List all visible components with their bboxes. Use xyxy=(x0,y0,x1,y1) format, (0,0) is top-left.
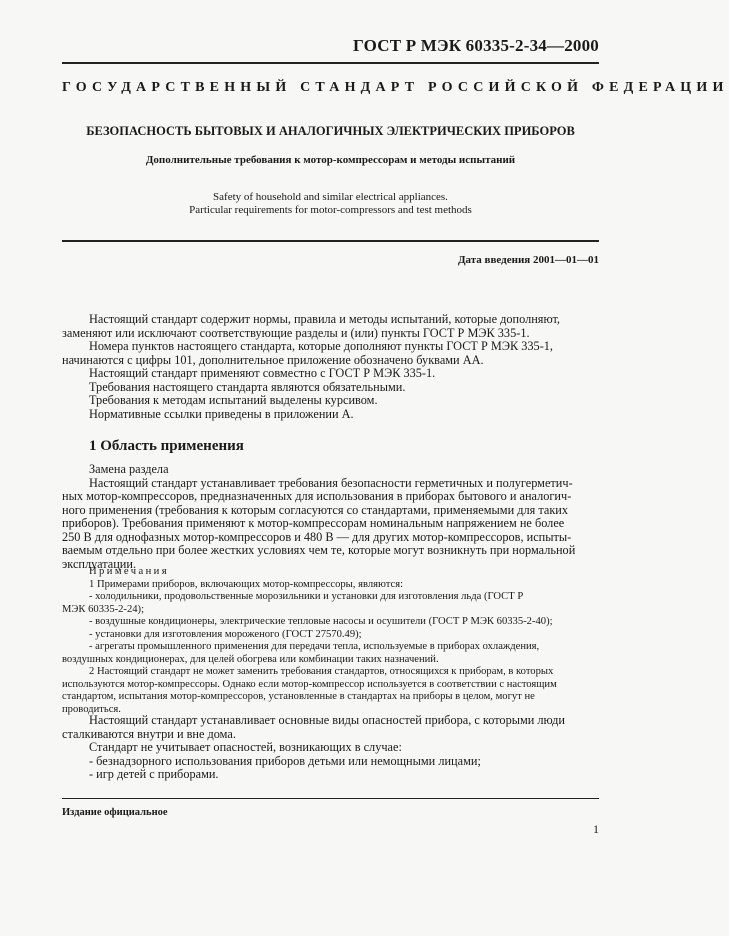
intro-line: Требования к методам испытаний выделены курсивом. xyxy=(89,393,378,407)
scope-line: эксплуатации. xyxy=(62,556,137,571)
english-title-line: Particular requirements for motor-compressors and test methods xyxy=(189,204,472,216)
intro-line: Нормативные ссылки приведены в приложении А. xyxy=(89,406,354,421)
not-covered-line: - игр детей с приборами. xyxy=(89,767,219,781)
note-line: стандартом, испытания мотор-компрессоров, установленные в стандартах на приборы в целом, могут не xyxy=(62,691,535,702)
page-number: 1 xyxy=(593,822,599,836)
english-title-line: Safety of household and similar electrical appliances. xyxy=(213,191,448,203)
intro-line: Требования настоящего стандарта являются обязательными. xyxy=(89,379,406,394)
scope-line: ных мотор-компрессоров, предназначенных для использования в приборах бытового и аналогич- xyxy=(62,489,572,503)
note-line: 2 Настоящий стандарт не может заменить требования стандартов, относящихся к приборам, в которых xyxy=(89,666,554,677)
hazards-line: Настоящий стандарт устанавливает основные виды опасностей прибора, с которыми люди xyxy=(89,713,565,727)
intro-line: начинаются с цифры 101, дополнительное приложение обозначено буквами АА. xyxy=(62,352,484,367)
hazards-block xyxy=(62,713,599,782)
note-line: - установки для изготовления мороженого (ГОСТ 27570.49); xyxy=(89,628,362,640)
note-line: проводиться. xyxy=(62,703,121,715)
document-title: БЕЗОПАСНОСТЬ БЫТОВЫХ И АНАЛОГИЧНЫХ ЭЛЕКТРИЧЕСКИХ ПРИБОРОВ xyxy=(86,124,575,138)
note-line: - холодильники, продовольственные морозильники и установки для изготовления льда (ГОСТ Р xyxy=(89,591,524,602)
note-line: - агрегаты промышленного применения для передачи тепла, используемые в приборах охлаждения, xyxy=(89,641,540,652)
scope-line: ваемым отдельно при более жестких условиях чем те, которые могут возникнуть при нормальной xyxy=(62,543,576,557)
replace-section-label: Замена раздела xyxy=(89,462,169,476)
introduction-date: Дата введения 2001—01—01 xyxy=(457,254,599,266)
scope-line: 250 В для однофазных мотор-компрессоров и 480 В — для других мотор-компрессоров, испыты- xyxy=(62,529,572,544)
gost-code: ГОСТ Р МЭК 60335-2-34—2000 xyxy=(353,36,599,55)
header-rule xyxy=(62,62,599,64)
scope-line: приборов). Требования применяют к мотор-компрессорам номинальным напряжением не более xyxy=(62,516,565,530)
title-rule xyxy=(62,240,599,242)
note-line: воздушных кондиционерах, для целей обогрева или комбинации таких назначений. xyxy=(62,653,439,665)
note-line: 1 Примерами приборов, включающих мотор-компрессоры, являются: xyxy=(89,578,404,590)
official-edition-label: Издание официальное xyxy=(62,807,168,818)
intro-line: Настоящий стандарт применяют совместно с ГОСТ Р МЭК 335-1. xyxy=(89,366,436,380)
english-title xyxy=(62,191,599,217)
hazards-line: сталкиваются внутри и вне дома. xyxy=(62,726,236,741)
section-1-heading: 1 Область применения xyxy=(89,438,244,454)
note-line: МЭК 60335-2-24); xyxy=(62,603,145,615)
state-standard-heading: ГОСУДАРСТВЕННЫЙ СТАНДАРТ РОССИЙСКОЙ ФЕДЕРАЦИИ xyxy=(62,80,729,95)
intro-line: Настоящий стандарт содержит нормы, правила и методы испытаний, которые дополняют, xyxy=(89,312,560,326)
intro-block xyxy=(62,312,599,421)
notes-block xyxy=(62,566,599,716)
note-line: - воздушные кондиционеры, электрические тепловые насосы и осушители (ГОСТ Р МЭК 60335-2-40); xyxy=(89,616,553,627)
not-covered-line: - безнадзорного использования приборов детьми или немощными лицами; xyxy=(89,753,481,768)
intro-line: Номера пунктов настоящего стандарта, которые дополняют пункты ГОСТ Р МЭК 335-1, xyxy=(89,339,554,353)
scope-block xyxy=(62,462,599,571)
scope-line: ного применения (требования к которым согласуются со стандартами, применяемыми для таких xyxy=(62,502,569,517)
document-subtitle: Дополнительные требования к мотор-компрессорам и методы испытаний xyxy=(145,154,516,166)
intro-line: заменяют или исключают соответствующие разделы и (или) пункты ГОСТ Р МЭК 335-1. xyxy=(62,325,530,340)
notes-heading: Примечания xyxy=(89,566,169,577)
not-covered-line: Стандарт не учитывает опасностей, возникающих в случае: xyxy=(89,740,402,754)
note-line: используются мотор-компрессоры. Однако если мотор-компрессор используется в соответствии с настоящим xyxy=(62,678,557,690)
scope-line: Настоящий стандарт устанавливает требования безопасности герметичных и полугерметич- xyxy=(89,475,573,490)
footer-rule xyxy=(62,798,599,799)
